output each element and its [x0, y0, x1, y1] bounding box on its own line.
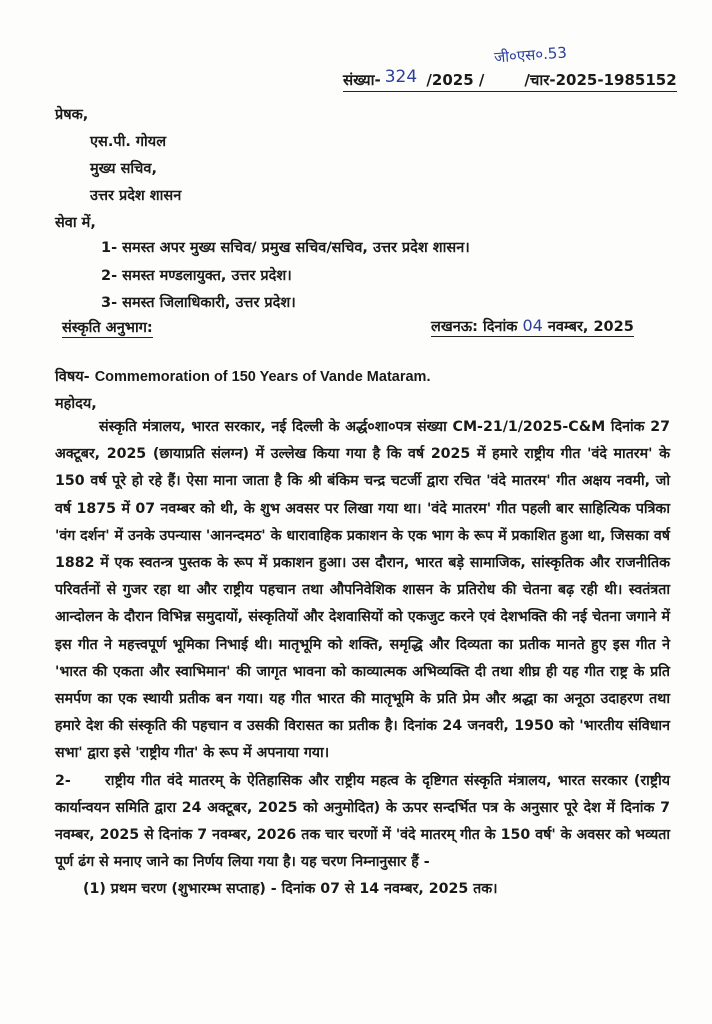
paragraph-1: संस्कृति मंत्रालय, भारत सरकार, नई दिल्ली के अर्द्ध०शा०पत्र संख्या CM-21/1/2025-C&M दिनांक 27 अक्टूबर, 2025 (छायाप्रति संलग्न) में उल्लेख किया गया है कि वर्ष 2025 में हमारे राष्ट्रीय गीत 'वंदे मातरम' के 150 वर्ष पूरे हो रहे हैं। ऐसा माना जाता है कि श्री बंकिम चन्द्र चटर्जी द्वारा रचित 'वंदे मातरम' गीत अक्षय नवमी, जो वर्ष 1875 में 07 नवम्बर को थी, के शुभ अवसर पर लिखा गया था। 'वंदे मातरम' गीत पहली बार साहित्यिक पत्रिका 'वंग दर्शन' में उनके उपन्यास 'आनन्दमठ' के धारावाहिक प्रकाशन के एक भाग के रूप में प्रकाशित हुआ था, जिसका वर्ष 1882 में एक स्वतन्त्र पुस्तक के रूप में प्रकाशन हुआ। उस दौरान, भारत बड़े सामाजिक, सांस्कृतिक और राजनीतिक परिवर्तनों से गुजर रहा था और राष्ट्रीय पहचान तथा औपनिवेशिक शासन के प्रतिरोध की चेतना बढ़ रही थी। स्वतंत्रता आन्दोलन के दौरान विभिन्न समुदायों, संस्कृतियों और देशवासियों को एकजुट करने एवं देशभक्ति की नई चेतना जगाने में इस गीत ने महत्त्वपूर्ण भूमिका निभाई थी। मातृभूमि को शक्ति, समृद्धि और दिव्यता का प्रतीक मानते हुए इस गीत ने 'भारत की एकता और स्वाभिमान' की जागृत भावना को काव्यात्मक अभिव्यक्ति दी तथा शीघ्र ही यह गीत राष्ट्र के प्रति समर्पण का एक स्थायी प्रतीक बन गया। यह गीत भारत की मातृभूमि के प्रति प्रेम और श्रद्धा का अनूठा उदाहरण तथा हमारे देश की संस्कृति की पहचान व उसकी विरासत का प्रतीक है। दिनांक 24 जनवरी, 1950 को 'भारतीय संविधान सभा' द्वारा इसे 'राष्ट्रीय गीत' के रूप में अपनाया गया। — [55, 419, 670, 762]
recipient-item: 3- समस्त जिलाधिकारी, उत्तर प्रदेश। — [101, 295, 296, 311]
phase-item: (1) प्रथम चरण (शुभारम्भ सप्ताह) - दिनांक 07 से 14 नवम्बर, 2025 तक। — [83, 881, 498, 898]
paragraph-2 — [55, 768, 670, 877]
recipients-label: सेवा में, — [55, 215, 96, 231]
salutation: महोदय, — [55, 396, 97, 412]
handwritten-annotation: जी०एस०.53 — [493, 43, 568, 67]
reference-suffix: /चार-2025-1985152 — [524, 71, 677, 89]
place-date-prefix: लखनऊ: दिनांक — [431, 319, 518, 335]
sender-label: प्रेषक, — [55, 107, 89, 123]
sender-office: उत्तर प्रदेश शासन — [90, 188, 182, 204]
subject-line — [55, 366, 430, 386]
subject-label: विषय- — [55, 369, 90, 385]
place-date-suffix: नवम्बर, 2025 — [547, 319, 634, 335]
recipient-item: 2- समस्त मण्डलायुक्त, उत्तर प्रदेश। — [101, 268, 292, 284]
sender-designation: मुख्य सचिव, — [90, 161, 157, 177]
reference-prefix: संख्या- — [343, 71, 381, 89]
handwritten-day: 04 — [522, 316, 543, 335]
paragraph-2-text: राष्ट्रीय गीत वंदे मातरम् के ऐतिहासिक और राष्ट्रीय महत्व के दृष्टिगत संस्कृति मंत्रालय, भारत सरकार (राष्ट्रीय कार्यान्वयन समिति द्वारा 24 अक्टूबर, 2025 को अनुमोदित) के ऊपर सन्दर्भित पत्र के अनुसार पूरे देश में दिनांक 7 नवम्बर, 2025 से दिनांक 7 नवम्बर, 2026 तक चार चरणों में 'वंदे मातरम् गीत के 150 वर्ष' के अवसर को भव्यता पूर्ण ढंग से मनाए जाने का निर्णय लिया गया है। यह चरण निम्नानुसार हैं - — [55, 772, 670, 871]
subject-text: Commemoration of 150 Years of Vande Mataram. — [94, 369, 431, 385]
place-date — [431, 316, 634, 337]
sender-name: एस.पी. गोयल — [90, 134, 167, 150]
reference-number — [343, 67, 677, 92]
paragraph-number: 2- — [55, 772, 71, 789]
recipient-item: 1- समस्त अपर मुख्य सचिव/ प्रमुख सचिव/सचिव, उत्तर प्रदेश शासन। — [101, 240, 470, 256]
letter-body — [55, 414, 670, 904]
handwritten-number: 324 — [384, 67, 418, 87]
section-name: संस्कृति अनुभाग: — [62, 317, 153, 338]
reference-year: /2025 / — [426, 71, 485, 89]
